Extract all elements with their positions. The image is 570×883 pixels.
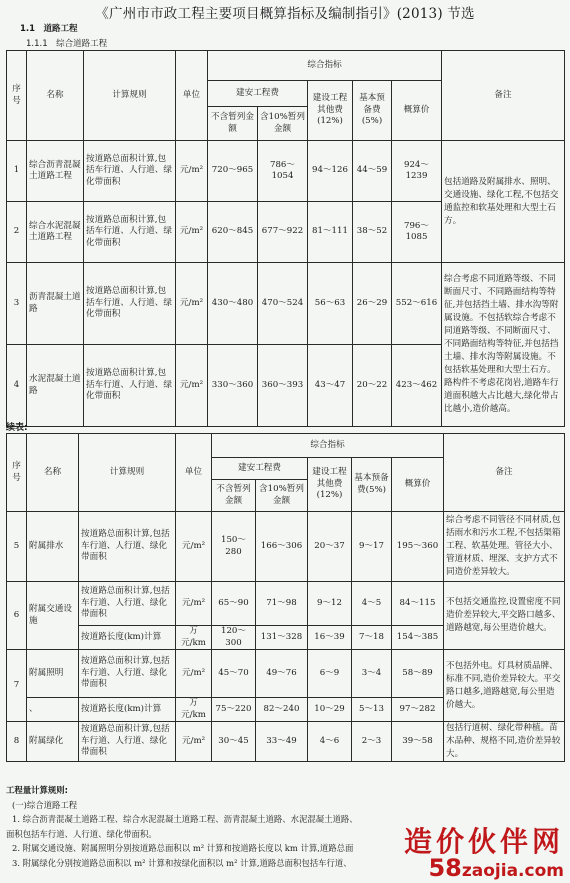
row-estimate: 154～385	[392, 626, 444, 650]
row-unit: 元/m²	[176, 650, 212, 698]
header-install: 建安工程费	[212, 458, 308, 480]
row-reserve: 9～17	[352, 512, 392, 582]
row-incl: 786～1054	[258, 141, 308, 202]
row-reserve: 44～59	[353, 141, 392, 202]
row-other: 4～6	[308, 722, 352, 762]
row-remark: 包括道路及附属排水、照明、交通设施、绿化工程,不包括交通监控和软基处理和大型土石方。	[442, 141, 565, 263]
row-reserve: 38～52	[353, 202, 392, 263]
header-incl: 含10%暂列金额	[256, 480, 308, 512]
row-incl: 71～98	[256, 582, 308, 626]
row-name: 沥青混凝土道路	[27, 263, 84, 345]
row-no: 4	[7, 345, 27, 427]
row-rule: 按道路总面积计算,包括车行道、人行道、绿化带面积	[79, 512, 176, 582]
table-row	[7, 141, 565, 202]
indicator-table-2	[6, 433, 565, 762]
row-unit: 元/m²	[176, 345, 208, 427]
row-excl: 330～360	[208, 345, 258, 427]
header-remark: 备注	[444, 434, 565, 512]
header-unit: 单位	[176, 434, 212, 512]
note-line: 1. 综合沥青混凝土道路工程、综合水泥混凝土道路工程、沥青混凝土道路、水泥混凝土道路、	[12, 814, 358, 824]
row-rule: 按道路总面积计算,包括车行道、人行道、绿化带面积	[84, 263, 176, 345]
header-excl: 不含暂列金额	[212, 480, 256, 512]
header-rule: 计算规则	[84, 51, 176, 141]
row-incl: 82～240	[256, 698, 308, 722]
watermark-prefix: 58	[428, 854, 462, 882]
row-name: 综合水泥混凝土道路工程	[27, 202, 84, 263]
row-estimate: 195～360	[392, 512, 444, 582]
row-estimate: 39～58	[392, 722, 444, 762]
row-reserve: 4～5	[352, 582, 392, 626]
header-seq: 序号	[7, 434, 27, 512]
table-row	[7, 512, 565, 582]
table-row	[7, 650, 565, 698]
note-line: 2. 附属交通设施、附属照明分别按道路总面积以 m² 计算和按道路长度以 km 计算,道路总面	[12, 843, 354, 853]
table-row	[7, 263, 565, 345]
row-incl: 166～306	[256, 512, 308, 582]
watermark-suffix: zaojia.com	[461, 861, 564, 881]
header-estimate: 概算价	[392, 81, 442, 141]
row-reserve: 2～3	[352, 722, 392, 762]
row-estimate: 924～1239	[392, 141, 442, 202]
row-name: 附属交通设施	[27, 582, 79, 650]
watermark-brand: 造价伙伴网	[403, 825, 564, 858]
row-unit: 元/m²	[176, 202, 208, 263]
header-reserve: 基本预备费(5%)	[353, 81, 392, 141]
row-reserve: 20～22	[353, 345, 392, 427]
row-name-continued: 、	[27, 698, 79, 722]
row-incl: 677～922	[258, 202, 308, 263]
header-unit: 单位	[176, 51, 208, 141]
header-other: 建设工程其他费(12%)	[308, 81, 353, 141]
row-no: 5	[7, 512, 27, 582]
row-unit: 万元/km	[176, 626, 212, 650]
row-incl: 470～524	[258, 263, 308, 345]
watermark-domain	[404, 854, 564, 882]
row-remark: 综合考虑不同道路等级、不同断面尺寸、不同路面结构等特征,并包括挡土墙、排水沟等附属设施。不包括软综合考虑不同道路等级、不同断面尺寸、不同路面结构等特征,并包括挡土墙、排水沟等附属设施。不包括软基处理和大型土石方。路构件不考虑花岗岩,道路车行道面积越大占比越大,绿化带占比越小,造价越高。	[442, 263, 565, 427]
row-other: 9～12	[308, 582, 352, 626]
row-unit: 元/m²	[176, 263, 208, 345]
row-estimate: 97～282	[392, 698, 444, 722]
header-summary: 综合指标	[212, 434, 444, 458]
row-reserve: 5～13	[352, 698, 392, 722]
subsection-heading: 1.1.1 综合道路工程	[26, 39, 108, 49]
row-unit: 元/m²	[176, 141, 208, 202]
row-remark: 包括行道树、绿化带种植。苗木品种、规格不同,造价差异较大。	[444, 722, 565, 762]
row-excl: 620～845	[208, 202, 258, 263]
row-other: 10～29	[308, 698, 352, 722]
row-rule: 按道路总面积计算,包括车行道、人行道、绿化带面积	[84, 345, 176, 427]
row-rule: 按道路总面积计算,包括车行道、人行道、绿化带面积	[84, 141, 176, 202]
header-rule: 计算规则	[79, 434, 176, 512]
header-name: 名称	[27, 434, 79, 512]
row-rule: 按道路总面积计算,包括车行道、人行道、绿化带面积	[79, 582, 176, 626]
row-unit: 元/m²	[176, 512, 212, 582]
row-rule: 按道路长度(km)计算	[79, 698, 176, 722]
row-no: 2	[7, 202, 27, 263]
row-name: 附属绿化	[27, 722, 79, 762]
row-estimate: 84～115	[392, 582, 444, 626]
continued-label: 续表:	[6, 423, 28, 433]
header-install: 建安工程费	[208, 81, 308, 107]
row-remark: 综合考虑不同管径不同材质,包括雨水和污水工程,不包括渠箱工程、软基处理。管径大小、管道材质、埋深、支护方式不同造价差异较大。	[444, 512, 565, 582]
row-other: 16～39	[308, 626, 352, 650]
notes-heading: 工程量计算规则:	[6, 785, 68, 795]
indicator-table-1	[6, 50, 565, 427]
row-excl: 430～480	[208, 263, 258, 345]
row-excl: 75～220	[212, 698, 256, 722]
row-no: 3	[7, 263, 27, 345]
document-title: 《广州市市政工程主要项目概算指标及编制指引》(2013) 节选	[95, 6, 475, 22]
table-row	[7, 582, 565, 626]
row-other: 81～111	[308, 202, 353, 263]
row-name: 附属照明	[27, 650, 79, 698]
row-rule: 按道路总面积计算,包括车行道、人行道、绿化带面积	[84, 202, 176, 263]
row-name: 综合沥青混凝土道路工程	[27, 141, 84, 202]
row-incl: 49～76	[256, 650, 308, 698]
row-incl: 33～49	[256, 722, 308, 762]
row-excl: 45～70	[212, 650, 256, 698]
row-name: 水泥混凝土道路	[27, 345, 84, 427]
row-remark: 不包括交通监控,设置密度不同造价差异较大,平交路口越多、道路越宽,每公里造价越大。	[444, 582, 565, 650]
watermark-logo	[404, 826, 564, 881]
row-estimate: 58～89	[392, 650, 444, 698]
row-reserve: 3～4	[352, 650, 392, 698]
row-other: 43～47	[308, 345, 353, 427]
note-line: 3. 附属绿化分别按道路总面积以 m² 计算和按绿化面积以 m² 计算,道路总面积包括车行道、	[12, 857, 352, 868]
row-other: 56～63	[308, 263, 353, 345]
row-no: 7	[7, 650, 27, 722]
row-remark: 不包括外电。灯具材质品牌、标准不同,造价差异较大。平交路口越多,道路越宽,每公里造价越大。	[444, 650, 565, 722]
header-incl: 含10%暂列金额	[258, 107, 308, 141]
row-other: 94～126	[308, 141, 353, 202]
section-heading: 1.1 道路工程	[20, 24, 78, 34]
row-excl: 30～45	[212, 722, 256, 762]
notes-subheading: (一)综合道路工程	[12, 799, 78, 810]
row-other: 6～9	[308, 650, 352, 698]
header-estimate: 概算价	[392, 458, 444, 512]
row-excl: 720～965	[208, 141, 258, 202]
header-other: 建设工程其他费(12%)	[308, 458, 352, 512]
row-excl: 65～90	[212, 582, 256, 626]
row-excl: 150～280	[212, 512, 256, 582]
row-reserve: 7～18	[352, 626, 392, 650]
row-incl: 360～393	[258, 345, 308, 427]
row-reserve: 26～29	[353, 263, 392, 345]
note-line: 面积包括车行道、人行道、绿化带面积。	[6, 828, 157, 839]
row-no: 1	[7, 141, 27, 202]
header-seq: 序号	[7, 51, 27, 141]
table-row	[7, 722, 565, 762]
row-other: 20～37	[308, 512, 352, 582]
row-name: 附属排水	[27, 512, 79, 582]
row-estimate: 423～462	[392, 345, 442, 427]
row-unit: 万元/km	[176, 698, 212, 722]
row-no: 8	[7, 722, 27, 762]
row-rule: 按道路长度(km)计算	[79, 626, 176, 650]
header-name: 名称	[27, 51, 84, 141]
header-excl: 不含暂列金额	[208, 107, 258, 141]
row-no: 6	[7, 582, 27, 650]
header-reserve: 基本预备费(5%)	[352, 458, 392, 512]
row-unit: 元/m²	[176, 722, 212, 762]
row-excl: 120～300	[212, 626, 256, 650]
row-estimate: 796～1085	[392, 202, 442, 263]
row-rule: 按道路总面积计算,包括车行道、人行道、绿化带面积	[79, 722, 176, 762]
row-rule: 按道路总面积计算,包括车行道、人行道、绿化带面积	[79, 650, 176, 698]
header-remark: 备注	[442, 51, 565, 141]
row-incl: 131～328	[256, 626, 308, 650]
row-unit: 元/m²	[176, 582, 212, 626]
header-summary: 综合指标	[208, 51, 442, 81]
row-estimate: 552～616	[392, 263, 442, 345]
